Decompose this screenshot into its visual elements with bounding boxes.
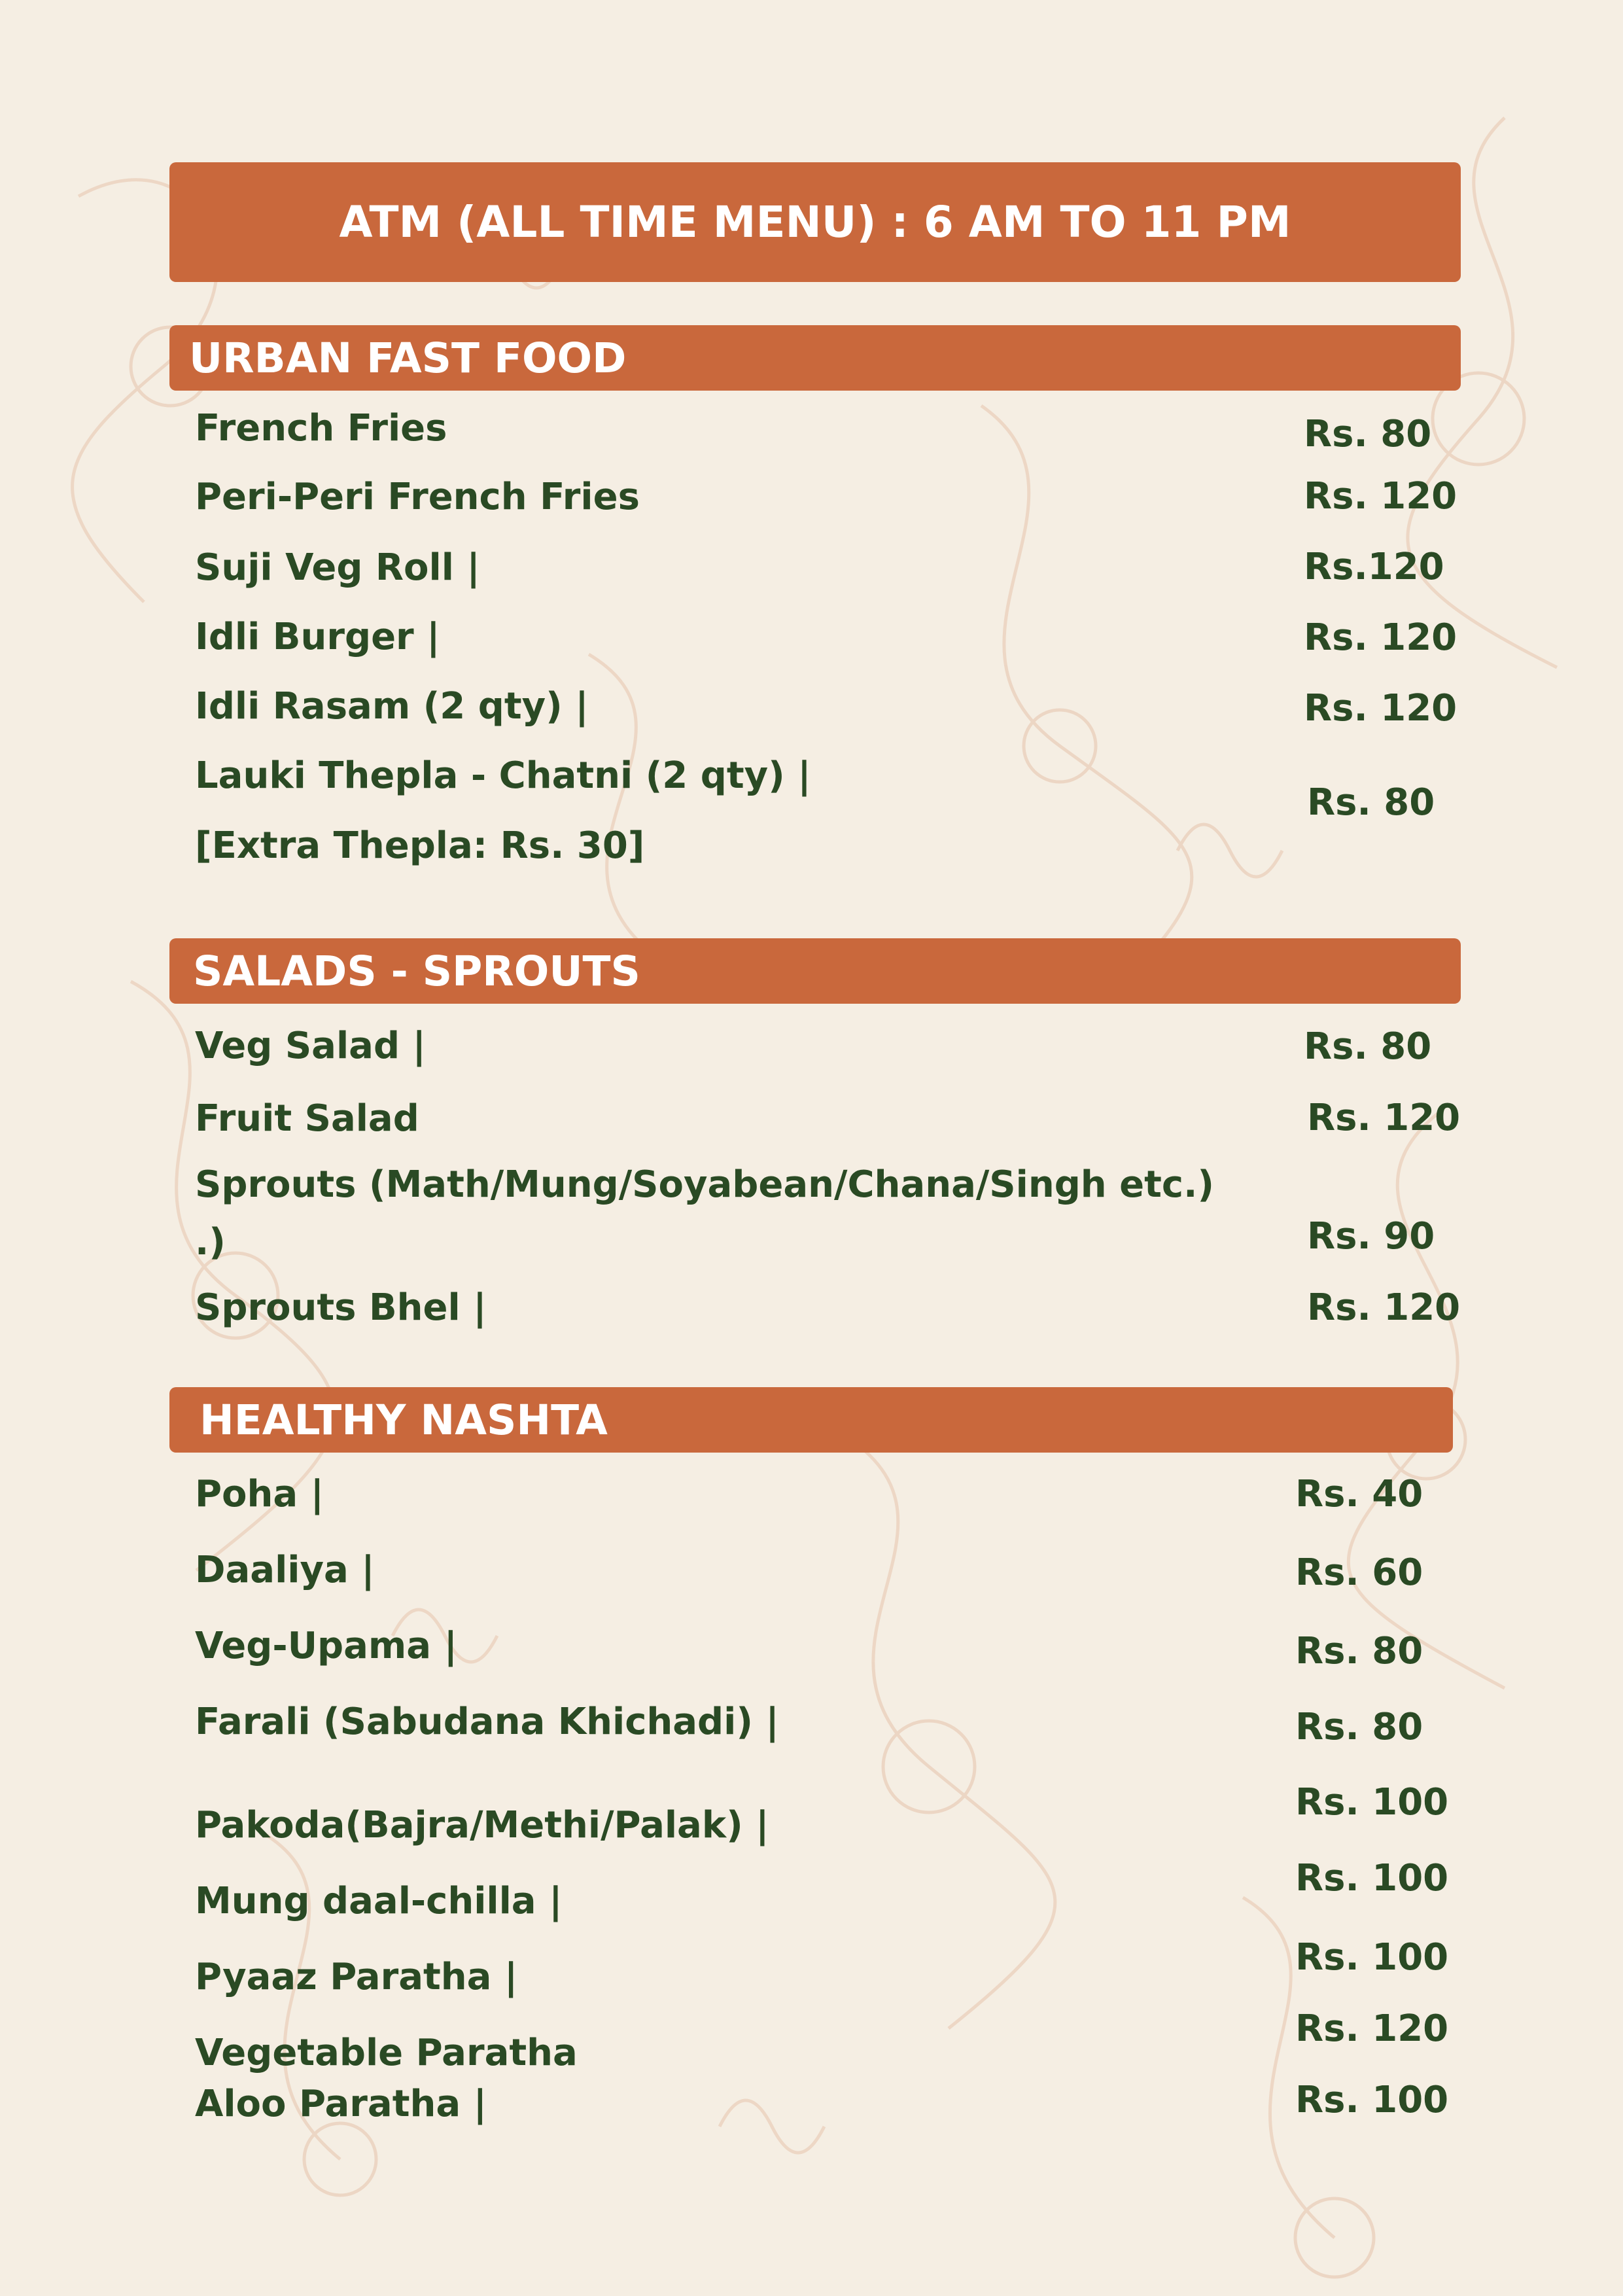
menu-item-price: Rs. 120 [1307, 1097, 1461, 1139]
menu-item-price: Rs. 120 [1304, 475, 1457, 518]
section-title: SALADS - SPROUTS [193, 947, 640, 995]
menu-item-note: [Extra Thepla: Rs. 30] [195, 824, 645, 867]
section-header-urban-fast-food [169, 325, 1461, 391]
menu-item-name: Lauki Thepla - Chatni (2 qty) | [195, 754, 811, 797]
menu-item-name: Aloo Paratha | [195, 2083, 487, 2125]
section-title: HEALTHY NASHTA [200, 1396, 608, 1444]
menu-item-name: Veg-Upama | [195, 1625, 458, 1667]
menu-item-name: Vegetable Paratha [195, 2032, 578, 2074]
menu-item-price: Rs. 120 [1307, 1286, 1461, 1329]
menu-item-price: Rs. 100 [1295, 1781, 1449, 1824]
menu-item-name: Sprouts (Math/Mung/Soyabean/Chana/Singh etc.) [195, 1163, 1214, 1206]
menu-item-name: Pyaaz Paratha | [195, 1956, 518, 1998]
menu-item-name: Pakoda(Bajra/Methi/Palak) | [195, 1804, 769, 1846]
section-header-salads-sprouts [169, 938, 1461, 1004]
menu-item-price: Rs. 80 [1295, 1706, 1423, 1748]
menu-item-name: Farali (Sabudana Khichadi) | [195, 1701, 779, 1743]
menu-item-price: Rs. 80 [1304, 1025, 1432, 1068]
menu-item-name: Daaliya | [195, 1549, 375, 1591]
menu-item-name: Idli Burger | [195, 616, 440, 658]
menu-item-name: French Fries [195, 407, 447, 450]
menu-item-name: Poha | [195, 1473, 324, 1515]
menu-title: ATM (ALL TIME MENU) : 6 AM TO 11 PM [339, 197, 1291, 247]
section-title: URBAN FAST FOOD [189, 334, 627, 382]
menu-item-price: Rs. 60 [1295, 1551, 1423, 1594]
menu-item-name: Fruit Salad [195, 1097, 419, 1140]
menu-item-name: Sprouts Bhel | [195, 1286, 487, 1329]
menu-item-price: Rs. 40 [1295, 1473, 1423, 1515]
menu-item-name: Peri-Peri French Fries [195, 476, 640, 518]
menu-item-name: Veg Salad | [195, 1025, 426, 1067]
menu-item-price: Rs. 100 [1295, 2079, 1449, 2121]
menu-title-banner [169, 162, 1461, 282]
menu-item-name: Idli Rasam (2 qty) | [195, 685, 589, 728]
menu-item-name: Mung daal-chilla | [195, 1880, 563, 1922]
menu-item-price: Rs. 120 [1295, 2007, 1449, 2050]
menu-item-name: Suji Veg Roll | [195, 546, 480, 589]
menu-item-price: Rs. 100 [1295, 1936, 1449, 1979]
menu-item-price: Rs. 90 [1307, 1215, 1435, 1258]
menu-item-name-continued: .) [195, 1221, 226, 1263]
menu-item-price: Rs. 80 [1295, 1630, 1423, 1672]
menu-item-price: Rs.120 [1304, 546, 1444, 588]
menu-item-price: Rs. 80 [1307, 781, 1435, 824]
menu-item-price: Rs. 120 [1304, 616, 1457, 659]
menu-item-price: Rs. 100 [1295, 1857, 1449, 1899]
menu-item-price: Rs. 80 [1304, 413, 1432, 455]
menu-item-price: Rs. 120 [1304, 687, 1457, 730]
section-header-healthy-nashta [169, 1387, 1453, 1453]
